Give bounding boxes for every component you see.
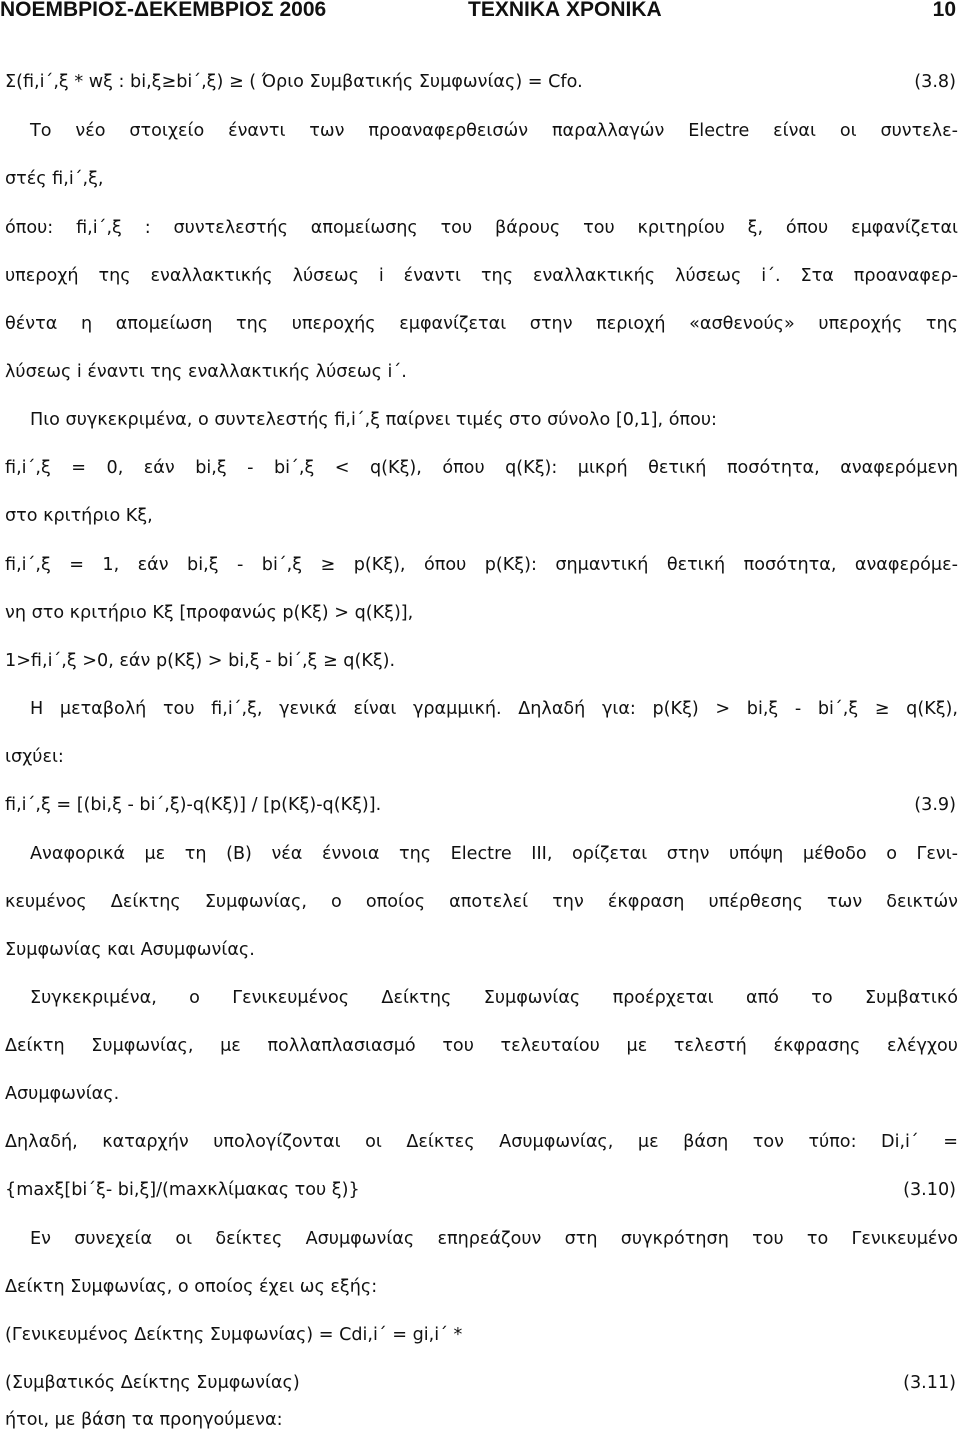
equation-text: fi,i΄,ξ = [(bi,ξ - bi΄,ξ)-q(Κξ)] / [p(Κξ)-q(Κξ)]. [5, 795, 382, 815]
paragraph-line: Ασυμφωνίας. [5, 1084, 120, 1104]
paragraph-line: στο κριτήριο Κξ, [5, 506, 153, 526]
equation-text: Σ(fi,i΄,ξ * wξ : bi,ξ≥bi΄,ξ) ≥ ( Όριο Συμβατικής Συμφωνίας) = Cfo. [5, 72, 583, 92]
paragraph-line: fi,i΄,ξ = 1, εάν bi,ξ - bi΄,ξ ≥ p(Κξ), όπου p(Κξ): σημαντική θετική ποσότητα, αναφερόμε- [5, 555, 958, 575]
header-date: ΝΟΕΜΒΡΙΟΣ-ΔΕΚΕΜΒΡΙΟΣ 2006 [0, 0, 327, 21]
paragraph-line: θέντα η απομείωση της υπεροχής εμφανίζεται στην περιοχή «ασθενούς» υπεροχής της [5, 314, 958, 334]
paragraph-line: Συμφωνίας και Ασυμφωνίας. [5, 940, 255, 960]
paragraph-line: Δηλαδή, καταρχήν υπολογίζονται οι Δείκτες Ασυμφωνίας, με βάση τον τύπο: Di,i΄ = [5, 1132, 958, 1152]
paragraph-line: Εν συνεχεία οι δείκτες Ασυμφωνίας επηρεάζουν στη συγκρότηση του το Γενικευμένο [30, 1229, 958, 1249]
paragraph-line: Δείκτη Συμφωνίας, ο οποίος έχει ως εξής: [5, 1277, 378, 1297]
paragraph-line: υπεροχή της εναλλακτικής λύσεως i έναντι της εναλλακτικής λύσεως i΄. Στα προαναφερ- [5, 266, 958, 286]
paragraph-line: νη στο κριτήριο Κξ [προφανώς p(Κξ) > q(Κξ)], [5, 603, 414, 623]
paragraph-line: Συγκεκριμένα, ο Γενικευμένος Δείκτης Συμφωνίας προέρχεται από το Συμβατικό [30, 988, 958, 1008]
equation-number: (3.11) [903, 1373, 956, 1393]
equation-number: (3.9) [914, 795, 956, 815]
paragraph-line: Το νέο στοιχείο έναντι των προαναφερθεισών παραλλαγών Electre είναι οι συντελε- [30, 121, 958, 141]
paragraph-line: Αναφορικά με τη (Β) νέα έννοια της Electre III, ορίζεται στην υπόψη μέθοδο ο Γενι- [30, 844, 958, 864]
paragraph-line: Η μεταβολή του fi,i΄,ξ, γενικά είναι γραμμική. Δηλαδή για: p(Κξ) > bi,ξ - bi΄,ξ ≥ q(Κξ), [30, 699, 958, 719]
paragraph-line: λύσεως i έναντι της εναλλακτικής λύσεως i΄. [5, 362, 407, 382]
equation-number: (3.8) [914, 72, 956, 92]
paragraph-line: Πιο συγκεκριμένα, ο συντελεστής fi,i΄,ξ παίρνει τιμές στο σύνολο [0,1], όπου: [30, 410, 717, 430]
paragraph-line: (Γενικευμένος Δείκτης Συμφωνίας) = Cdi,i΄ = gi,i΄ * [5, 1325, 463, 1345]
paragraph-line: ισχύει: [5, 747, 64, 767]
paragraph-line: 1>fi,i΄,ξ >0, εάν p(Κξ) > bi,ξ - bi΄,ξ ≥ q(Κξ). [5, 651, 396, 671]
equation-3-9 [5, 795, 958, 815]
paragraph-line: όπου: fi,i΄,ξ : συντελεστής απομείωσης του βάρους του κριτηρίου ξ, όπου εμφανίζεται [5, 218, 958, 238]
page-header [0, 0, 960, 24]
paragraph-line: Δείκτη Συμφωνίας, με πολλαπλασιασμό του τελευταίου με τελεστή έκφρασης ελέγχου [5, 1036, 958, 1056]
equation-3-10 [5, 1180, 958, 1200]
paragraph-line: ήτοι, με βάση τα προηγούμενα: [5, 1410, 283, 1430]
paragraph-line: κευμένος Δείκτης Συμφωνίας, ο οποίος αποτελεί την έκφραση υπέρθεσης των δεικτών [5, 892, 958, 912]
page-number: 10 [932, 0, 956, 21]
paragraph-line: στές fi,i΄,ξ, [5, 169, 104, 189]
equation-3-8 [5, 72, 958, 92]
equation-text: (Συμβατικός Δείκτης Συμφωνίας) [5, 1373, 300, 1393]
equation-3-11 [5, 1373, 958, 1393]
header-journal: ΤΕΧΝΙΚΑ ΧΡΟΝΙΚΑ [468, 0, 662, 21]
equation-text: {maxξ[bi΄ξ- bi,ξ]/(maxκλίμακας του ξ)} [5, 1180, 360, 1200]
paragraph-line: fi,i΄,ξ = 0, εάν bi,ξ - bi΄,ξ < q(Κξ), όπου q(Κξ): μικρή θετική ποσότητα, αναφερόμενη [5, 458, 958, 478]
equation-number: (3.10) [903, 1180, 956, 1200]
